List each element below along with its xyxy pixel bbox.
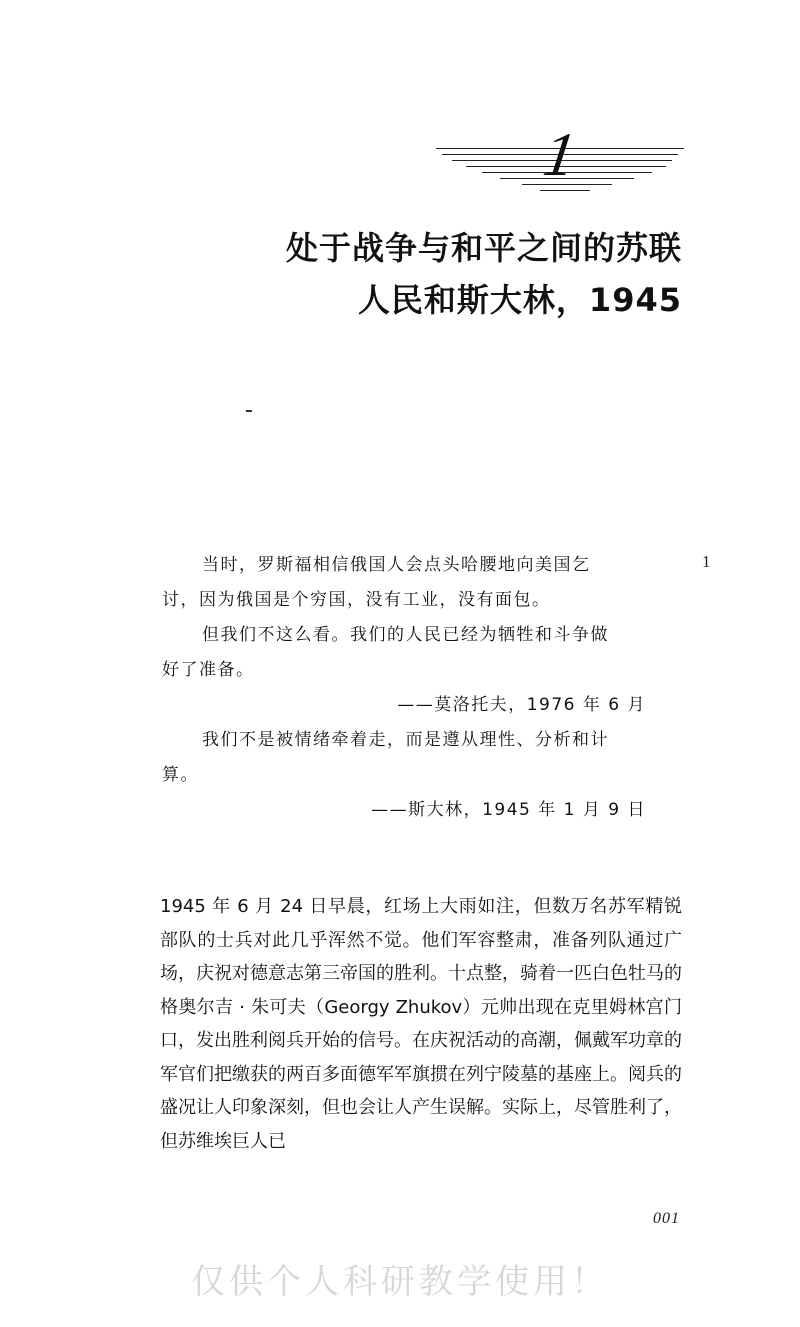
epigraph-attribution: ——莫洛托夫，1976 年 6 月: [397, 695, 646, 715]
folio: 001: [653, 1210, 680, 1227]
stray-mark: [246, 410, 252, 412]
chapter-title-line-1: 处于战争与和平之间的苏联: [285, 229, 682, 267]
epigraph: [162, 548, 692, 828]
epigraph-line: 算。: [162, 765, 199, 785]
epigraph-line: 我们不是被情绪牵着走，而是遵从理性、分析和计: [202, 730, 609, 750]
chapter-title-line-2: 人民和斯大林，1945: [357, 281, 682, 319]
margin-page-number: 1: [702, 552, 711, 571]
epigraph-line: 讨，因为俄国是个穷国，没有工业，没有面包。: [162, 590, 551, 610]
epigraph-line: 但我们不这么看。我们的人民已经为牺牲和斗争做: [202, 625, 609, 645]
chapter-title: [286, 222, 682, 326]
body-paragraph: 1945 年 6 月 24 日早晨，红场上大雨如注，但数万名苏军精锐部队的士兵对此几乎浑然不觉。他们军容整肃，准备列队通过广场，庆祝对德意志第三帝国的胜利。十点整，骑着一匹白色牡马的格奥尔吉 · 朱可夫（Georgy Zhukov）元帅出现在克里姆林宫门口，发出胜利阅兵开始的信号。在庆祝活动的高潮，佩戴军功章的军官们把缴获的两百多面德军军旗掼在列宁陵墓的基座上。阅兵的盛况让人印象深刻，但也会让人产生误解。实际上，尽管胜利了，但苏维埃巨人已: [160, 896, 682, 1152]
ornament-rule: [540, 190, 590, 191]
watermark: 仅供个人科研教学使用！: [191, 1262, 609, 1302]
chapter-ornament: [436, 121, 686, 200]
epigraph-line: 好了准备。: [162, 660, 255, 680]
body-text: [160, 890, 682, 1158]
epigraph-attribution: ——斯大林，1945 年 1 月 9 日: [371, 800, 646, 820]
chapter-number: 1: [539, 121, 580, 189]
epigraph-line: 当时，罗斯福相信俄国人会点头哈腰地向美国乞: [202, 555, 591, 575]
